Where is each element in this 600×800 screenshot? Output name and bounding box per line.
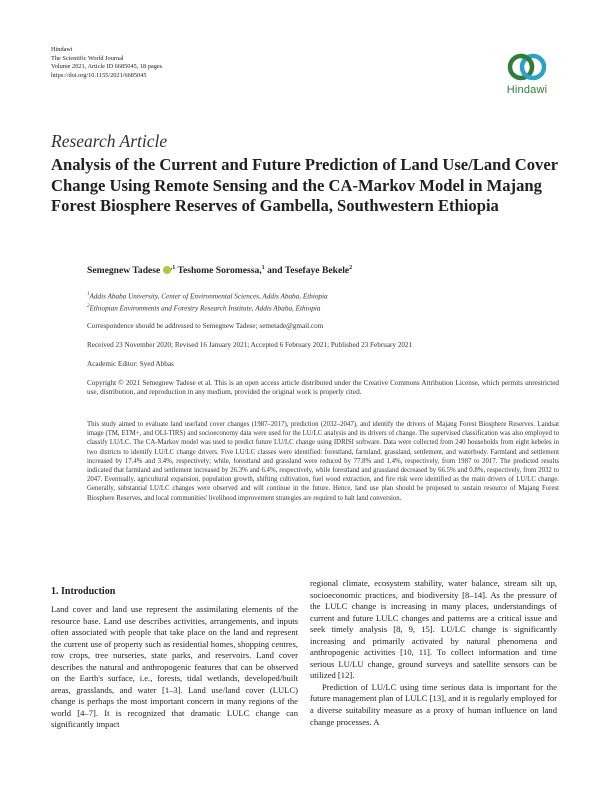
journal-name: The Scientific World Journal [51, 54, 124, 62]
author-list [87, 265, 352, 276]
journal-header [51, 46, 162, 80]
publication-dates: Received 23 November 2020; Revised 16 January 2021; Accepted 6 February 2021; Published 23 February 2021 [87, 341, 413, 349]
affiliation-1 [87, 292, 328, 300]
orcid-icon[interactable] [163, 266, 171, 274]
column-right [310, 578, 557, 728]
author-1-affiliation: ,1 [170, 265, 176, 271]
author-3-affiliation: 2 [349, 265, 353, 271]
affiliation-2-number: 2 [87, 304, 90, 309]
affiliation-1-number: 1 [87, 292, 90, 297]
author-2: Teshome Soromessa, [177, 265, 262, 277]
intro-paragraph-2: Prediction of LU/LC using time serious data is important for the future management plan of LULC [13], and it is regularly employed for a diverse suitability measure as a proxy of human influence on land change processes. A [310, 681, 557, 727]
author-3: and Tesefaye Bekele [267, 265, 350, 277]
author-2-affiliation: 1 [261, 265, 265, 271]
hindawi-logo-text: Hindawi [506, 84, 548, 96]
affiliation-2-text: Ethiopian Environments and Forestry Research Institute, Addis Ababa, Ethiopia [89, 304, 321, 313]
doi-link[interactable]: https://doi.org/10.1155/2021/6685045 [51, 71, 147, 79]
affiliation-2 [87, 304, 320, 312]
publisher-name: Hindawi [51, 46, 73, 53]
intro-paragraph-1: Land cover and land use represent the assimilating elements of the resource base. Land use describes activities, arrangements, and inputs often associated with people that take place on the land and represent the current use of property such as residential homes, shopping centres, row crops, tree nurseries, state parks, and reservoirs. Land cover describes the natural and anthropogenic features that can be observed on the Earth's surface, i.e., forests, tidal wetlands, developed/built areas, grasslands, and water [1–3]. Land use/land cover (LULC) change is perhaps the most important concern in many regions of the world [4–7]. It is recognized that dramatic LULC change can significantly impact [51, 604, 298, 730]
article-type: Research Article [51, 131, 168, 151]
hindawi-logo [497, 52, 557, 96]
hindawi-logo-icon [507, 52, 547, 82]
copyright-notice: Copyright © 2021 Semegnew Tadese et al. This is an open access article distributed under the Creative Commons Attribution License, which permits unrestricted use, distribution, and reproduction in any medium, provided the original work is properly cited. [87, 379, 559, 397]
academic-editor: Academic Editor: Syed Abbas [87, 360, 174, 368]
volume-info: Volume 2021, Article ID 6685045, 18 pages [51, 63, 163, 71]
affiliation-1-text: Addis Ababa University, Center of Environmental Sciences, Addis Ababa, Ethiopia [89, 292, 328, 301]
correspondence: Correspondence should be addressed to Semegnew Tadese; semetade@gmail.com [87, 322, 324, 330]
column-left [51, 604, 298, 731]
intro-paragraph-1-continued: regional climate, ecosystem stability, water balance, stream silt up, socioeconomic practices, and biodiversity [8–14]. As the pressure of the LULC change is increasing in many places, understandings of current and future LULC changes and patterns are a critical issue and seek timely analysis [8, 9, 15]. LU/LC change is significantly increasing and primarily activated by natural phenomena and anthropogenic activities [10, 11]. To collect information and time serious LU/LU change, ground surveys and satellite sensors can be utilized [12]. [310, 578, 557, 681]
author-1: Semegnew Tadese [87, 265, 161, 277]
abstract: This study aimed to evaluate land use/land cover changes (1987–2017), prediction (2032–2047), and identify the drivers of Majang Forest Biosphere Reserves. Landsat image (TM, ETM+, and OLI-TIRS) and socioeconomy data were used for the LU/LC analysis and its drivers of change. The supervised classification was also employed to classify LU/LC. The CA-Markov model was used to predict future LU/LC change using IDRISI software. Data were collected from 240 households from eight kebeles in two districts to identify LU/LC change drivers. Five LU/LC classes were identified: forestland, farmland, grassland, settlement, and waterbody. Farmland and settlement increased by 17.4% and 3.4%, respectively; while, forestland and grassland were reduced by 77.8% and 1.4%, respectively, from 1987 to 2017. The predicted results indicated that farmland and settlement increased by 26.3% and 6.4%, respectively, while forestland and grassland decreased by 66.5% and 0.8%, respectively, from 2032 to 2047. Eventually, agricultural expansion, population growth, shifting cultivation, fuel wood extraction, and fire risk were identified as the main drivers of LU/LC change. Generally, substantial LU/LC changes were observed and will continue in the future. Hence, land use plan should be proposed to sustain resource of Majang Forest Biosphere Reserves, and local communities' livelihood improvement strategies are required to halt land conversion. [87, 421, 559, 502]
section-heading: 1. Introduction [51, 586, 116, 597]
article-title: Analysis of the Current and Future Prediction of Land Use/Land Cover Change Using Remote Sensing and the CA-Markov Model in Majang Forest Biosphere Reserves of Gambella, Southwestern Ethiopia [51, 155, 558, 215]
